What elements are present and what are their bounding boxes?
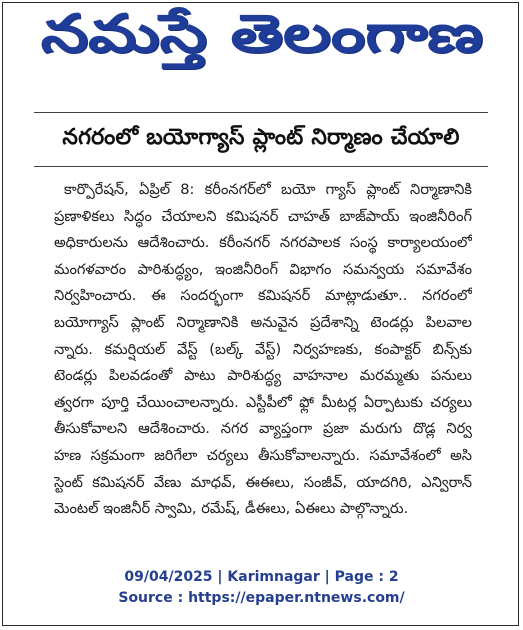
article-line: ప్రణాళికలు సిద్ధం చేయాలని కమిషనర్‌ చాహత్‌ బాజ్‌పాయ్‌ ఇంజినీరింగ్‌ (54, 207, 472, 225)
article-line: టెండర్లు పిలవడంతో పాటు పారిశుద్ధ్య వాహనాల మరమ్మతు పనులు (54, 367, 472, 385)
article-line: నిర్వహించారు. ఈ సందర్భంగా కమిషనర్‌ మాట్లాడుతూ.. నగరంలో (54, 287, 472, 305)
article-line: తీసుకోవాలని ఆదేశించారు. నగర వ్యాప్తంగా ప్రజా మరుగు దొడ్ల నిర్వ (54, 420, 472, 438)
footer-source-line: Source : https://epaper.ntnews.com/ (118, 590, 405, 606)
article-line: న్నారు. కమర్షియల్‌ వేస్ట్‌ (బల్క్‌ వేస్ట్‌) నిర్వహణకు, కంపాక్టర్‌ బిన్స్‌కు (54, 340, 472, 358)
article-line: స్టెంట్‌ కమిషనర్‌ వేణు మాధవ్‌, ఈఈలు, సంజీవ్‌, యాదగిరి, ఎన్విరాన్‌ (54, 473, 472, 491)
footer-date-line: 09/04/2025 | Karimnagar | Page : 2 (124, 569, 399, 585)
article-headline: నగరంలో బయోగ్యాస్‌ ప్లాంట్‌ నిర్మాణం చేయాలి (62, 125, 460, 150)
masthead (0, 4, 523, 76)
headline-top-rule (34, 112, 488, 113)
newspaper-logo: నమస్తే తెలంగాణ (40, 2, 483, 64)
article-line: మంగళవారం పారిశుద్ధ్యం, ఇంజినీరింగ్‌ విభాగం సమన్వయ సమావేశం (54, 260, 472, 278)
headline-bottom-rule (34, 166, 488, 167)
article-line: త్వరగా పూర్తి చేయించాలన్నారు. ఎస్టీపీలో ఫ్లో మీటర్ల ఏర్పాటుకు చర్యలు (54, 393, 472, 411)
article-line: హణ సక్రమంగా జరిగేలా చర్యలు తీసుకోవాలన్నారు. సమావేశంలో అసి (54, 446, 472, 464)
article-line: అధికారులను ఆదేశించారు. కరీంనగర్‌ నగరపాలక సంస్థ కార్యాలయంలో (54, 234, 472, 252)
article-line: బయోగ్యాస్‌ ప్లాంట్‌ నిర్మాణానికి అనువైన ప్రదేశాన్ని టెండర్లు పిలవాల (54, 313, 472, 331)
article-line: కార్పొరేషన్‌, ఏప్రిల్‌ 8: కరీంనగర్‌లో బయో గ్యాస్‌ ప్లాంట్‌ నిర్మాణానికి (64, 181, 472, 198)
article-line: మెంటల్‌ ఇంజినీర్‌ స్వామి, రమేష్‌, డీఈలు, ఏఈలు పాల్గొన్నారు. (54, 500, 409, 518)
article-body (54, 177, 472, 523)
